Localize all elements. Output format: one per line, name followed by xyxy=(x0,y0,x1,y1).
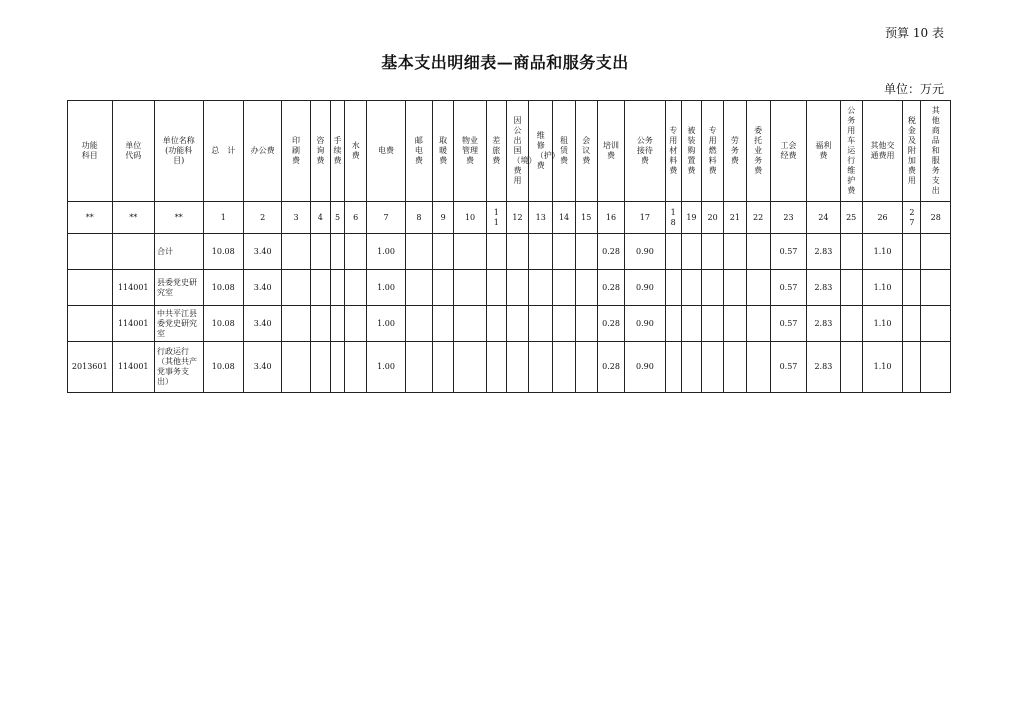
table-cell xyxy=(454,342,486,393)
column-header xyxy=(310,101,330,202)
table-cell xyxy=(553,342,575,393)
column-index: 5 xyxy=(330,202,344,234)
column-header-label: 水费 xyxy=(351,141,360,160)
column-index: 26 xyxy=(862,202,902,234)
table-row xyxy=(68,306,951,342)
column-header-label: 公务 接待 费 xyxy=(636,136,653,165)
column-header xyxy=(702,101,724,202)
column-header xyxy=(367,101,405,202)
table-cell: 114001 xyxy=(112,342,154,393)
table-cell xyxy=(506,234,528,270)
table-cell: 1.10 xyxy=(862,306,902,342)
table-cell xyxy=(330,234,344,270)
column-index: 17 xyxy=(625,202,665,234)
table-cell: 0.90 xyxy=(625,270,665,306)
table-cell xyxy=(681,270,701,306)
table-cell: 0.90 xyxy=(625,306,665,342)
table-cell xyxy=(310,306,330,342)
table-cell xyxy=(724,342,746,393)
table-cell: 114001 xyxy=(112,270,154,306)
column-header xyxy=(770,101,806,202)
table-cell xyxy=(112,234,154,270)
table-cell: 2.83 xyxy=(807,342,840,393)
column-index: 19 xyxy=(681,202,701,234)
budget-table xyxy=(67,100,951,393)
column-header xyxy=(597,101,624,202)
column-header xyxy=(840,101,862,202)
column-index: 13 xyxy=(529,202,553,234)
column-header xyxy=(282,101,310,202)
table-cell xyxy=(921,234,951,270)
column-header xyxy=(862,101,902,202)
table-cell: 县委党史研究室 xyxy=(154,270,203,306)
table-cell xyxy=(903,270,921,306)
column-header xyxy=(807,101,840,202)
table-cell xyxy=(486,234,506,270)
table-cell: 0.57 xyxy=(770,234,806,270)
table-cell xyxy=(840,234,862,270)
table-cell xyxy=(746,234,770,270)
table-cell xyxy=(405,342,432,393)
table-cell xyxy=(681,342,701,393)
column-index: 11 xyxy=(486,202,506,234)
table-cell xyxy=(681,234,701,270)
table-cell xyxy=(486,306,506,342)
table-cell: 0.90 xyxy=(625,342,665,393)
table-cell: 3.40 xyxy=(243,342,281,393)
table-cell xyxy=(702,270,724,306)
table-cell xyxy=(405,306,432,342)
column-header xyxy=(529,101,560,202)
table-cell: 10.08 xyxy=(203,306,243,342)
table-cell xyxy=(665,270,681,306)
table-cell xyxy=(575,234,597,270)
column-index: 15 xyxy=(575,202,597,234)
table-cell: 3.40 xyxy=(243,234,281,270)
column-header-label: 邮电费 xyxy=(414,136,423,165)
table-cell xyxy=(553,234,575,270)
table-cell: 3.40 xyxy=(243,270,281,306)
table-cell xyxy=(921,306,951,342)
column-index: 6 xyxy=(345,202,367,234)
column-header xyxy=(154,101,203,202)
table-cell xyxy=(433,270,454,306)
table-cell xyxy=(724,234,746,270)
column-index: 14 xyxy=(553,202,575,234)
column-header-label: 因公出国（境）费用 xyxy=(512,116,537,185)
column-index: 12 xyxy=(506,202,528,234)
table-cell xyxy=(506,342,528,393)
table-cell: 1.00 xyxy=(367,234,405,270)
unit-label: 单位：万元 xyxy=(883,82,944,96)
table-cell: 1.00 xyxy=(367,306,405,342)
column-header xyxy=(903,101,921,202)
table-cell xyxy=(454,306,486,342)
table-cell: 1.00 xyxy=(367,270,405,306)
table-cell xyxy=(310,234,330,270)
table-cell xyxy=(282,270,310,306)
column-header xyxy=(575,101,597,202)
table-cell: 3.40 xyxy=(243,306,281,342)
column-header-label: 其他商品和服务支出 xyxy=(931,106,940,195)
column-header-label: 印刷费 xyxy=(292,136,301,165)
column-header xyxy=(724,101,746,202)
table-cell xyxy=(345,342,367,393)
table-cell xyxy=(529,306,553,342)
table-cell xyxy=(529,234,553,270)
table-cell xyxy=(433,342,454,393)
table-cell xyxy=(746,306,770,342)
column-header-label: 被装购置费 xyxy=(687,126,696,175)
table-cell xyxy=(529,270,553,306)
table-cell: 1.00 xyxy=(367,342,405,393)
column-header xyxy=(665,101,681,202)
column-header-label: 委托业务费 xyxy=(754,126,763,175)
column-index: 28 xyxy=(921,202,951,234)
column-index: 2 xyxy=(243,202,281,234)
column-header xyxy=(243,101,281,202)
table-cell: 0.28 xyxy=(597,342,624,393)
table-cell xyxy=(681,306,701,342)
table-cell xyxy=(746,270,770,306)
column-header-label: 税金及附加费用 xyxy=(907,116,916,185)
column-header-label: 专用材料费 xyxy=(669,126,678,175)
table-cell xyxy=(724,270,746,306)
table-cell xyxy=(68,270,113,306)
column-header-label: 福利 费 xyxy=(815,141,832,160)
table-cell: 114001 xyxy=(112,306,154,342)
table-cell xyxy=(330,270,344,306)
table-row xyxy=(68,270,951,306)
table-cell xyxy=(433,306,454,342)
table-cell xyxy=(840,342,862,393)
table-cell: 10.08 xyxy=(203,270,243,306)
table-cell: 1.10 xyxy=(862,342,902,393)
column-index: 20 xyxy=(702,202,724,234)
table-row xyxy=(68,342,951,393)
table-cell xyxy=(68,306,113,342)
column-header xyxy=(746,101,770,202)
table-cell xyxy=(486,342,506,393)
column-index: 23 xyxy=(770,202,806,234)
table-cell xyxy=(506,306,528,342)
table-cell: 0.90 xyxy=(625,234,665,270)
table-cell xyxy=(433,234,454,270)
column-header-label: 办公费 xyxy=(250,146,275,155)
table-cell: 10.08 xyxy=(203,342,243,393)
table-cell xyxy=(903,342,921,393)
table-cell: 行政运行（其他共产党事务支出） xyxy=(154,342,203,393)
column-index: 1 xyxy=(203,202,243,234)
table-cell: 合计 xyxy=(154,234,203,270)
column-header-label: 咨询费 xyxy=(316,136,325,165)
column-index: ** xyxy=(68,202,113,234)
column-index: 3 xyxy=(282,202,310,234)
table-cell xyxy=(702,306,724,342)
table-cell xyxy=(330,342,344,393)
table-cell: 0.28 xyxy=(597,270,624,306)
table-cell: 0.57 xyxy=(770,270,806,306)
table-cell: 2.83 xyxy=(807,306,840,342)
table-cell xyxy=(345,306,367,342)
column-header xyxy=(486,101,506,202)
table-cell: 0.28 xyxy=(597,306,624,342)
column-header-label: 会议费 xyxy=(582,136,591,165)
column-header-label: 劳务费 xyxy=(730,136,739,165)
column-index: 27 xyxy=(903,202,921,234)
column-header-label: 差旅费 xyxy=(492,136,501,165)
column-header-label: 专用燃料费 xyxy=(708,126,717,175)
table-number: 预算 10 表 xyxy=(885,26,944,40)
table-cell xyxy=(840,306,862,342)
column-index: 22 xyxy=(746,202,770,234)
table-cell: 中共平江县委党史研究室 xyxy=(154,306,203,342)
header-row xyxy=(68,101,951,202)
table-cell xyxy=(903,306,921,342)
table-cell: 0.57 xyxy=(770,342,806,393)
table-cell xyxy=(903,234,921,270)
table-cell xyxy=(405,234,432,270)
table-cell xyxy=(724,306,746,342)
column-header-label: 单位名称 (功能科 目) xyxy=(162,136,195,165)
table-cell: 2013601 xyxy=(68,342,113,393)
table-cell: 10.08 xyxy=(203,234,243,270)
table-cell xyxy=(702,234,724,270)
column-header-label: 单位 代码 xyxy=(125,141,142,160)
column-header-label: 工会 经费 xyxy=(780,141,797,160)
column-index: ** xyxy=(112,202,154,234)
column-header-label: 物业 管理 费 xyxy=(461,136,478,165)
column-header-label: 租赁费 xyxy=(560,136,568,165)
table-cell xyxy=(575,342,597,393)
table-cell xyxy=(665,234,681,270)
column-header-label: 功能 科目 xyxy=(81,141,98,160)
column-header xyxy=(681,101,701,202)
column-header-label: 总 计 xyxy=(211,146,236,155)
column-index: 9 xyxy=(433,202,454,234)
table-cell xyxy=(310,270,330,306)
table-cell xyxy=(330,306,344,342)
column-header xyxy=(405,101,432,202)
table-cell xyxy=(665,342,681,393)
column-header-label: 公务用车运行维护费 xyxy=(847,106,856,195)
table-cell xyxy=(282,306,310,342)
page-title: 基本支出明细表—商品和服务支出 xyxy=(381,53,629,72)
column-index: 18 xyxy=(665,202,681,234)
column-header xyxy=(68,101,113,202)
table-cell xyxy=(921,270,951,306)
column-header xyxy=(506,101,537,202)
column-header xyxy=(203,101,243,202)
table-cell xyxy=(310,342,330,393)
column-header xyxy=(330,101,344,202)
table-cell xyxy=(840,270,862,306)
column-header xyxy=(921,101,951,202)
table-cell: 1.10 xyxy=(862,234,902,270)
column-header-label: 培训 费 xyxy=(603,141,620,160)
column-index: 7 xyxy=(367,202,405,234)
column-index: 16 xyxy=(597,202,624,234)
table-cell: 0.28 xyxy=(597,234,624,270)
column-index: 25 xyxy=(840,202,862,234)
column-header-label: 维修（护）费 xyxy=(535,131,560,170)
column-header xyxy=(625,101,665,202)
column-header-label: 手续费 xyxy=(333,136,342,165)
table-cell xyxy=(405,270,432,306)
table-cell xyxy=(282,342,310,393)
table-cell: 2.83 xyxy=(807,234,840,270)
column-index: ** xyxy=(154,202,203,234)
column-header xyxy=(433,101,454,202)
column-header xyxy=(112,101,154,202)
table-cell xyxy=(553,306,575,342)
column-header-label: 其他交 通费用 xyxy=(870,141,895,160)
table-cell xyxy=(486,270,506,306)
column-index: 4 xyxy=(310,202,330,234)
table-cell xyxy=(575,306,597,342)
table-cell xyxy=(921,342,951,393)
table-cell xyxy=(345,234,367,270)
table-cell xyxy=(68,234,113,270)
table-cell: 2.83 xyxy=(807,270,840,306)
table-cell: 0.57 xyxy=(770,306,806,342)
column-header-label: 取暖费 xyxy=(439,136,448,165)
column-index: 10 xyxy=(454,202,486,234)
table-cell xyxy=(575,270,597,306)
table-cell xyxy=(506,270,528,306)
table-row xyxy=(68,234,951,270)
table-cell: 1.10 xyxy=(862,270,902,306)
column-header-label: 电费 xyxy=(378,146,395,155)
column-index-row xyxy=(68,202,951,234)
column-index: 8 xyxy=(405,202,432,234)
column-index: 21 xyxy=(724,202,746,234)
table-cell xyxy=(665,306,681,342)
table-cell xyxy=(529,342,553,393)
table-cell xyxy=(553,270,575,306)
table-cell xyxy=(454,270,486,306)
table-cell xyxy=(345,270,367,306)
column-index: 24 xyxy=(807,202,840,234)
column-header xyxy=(454,101,486,202)
column-header xyxy=(345,101,367,202)
table-cell xyxy=(746,342,770,393)
table-cell xyxy=(454,234,486,270)
table-cell xyxy=(702,342,724,393)
table-cell xyxy=(282,234,310,270)
